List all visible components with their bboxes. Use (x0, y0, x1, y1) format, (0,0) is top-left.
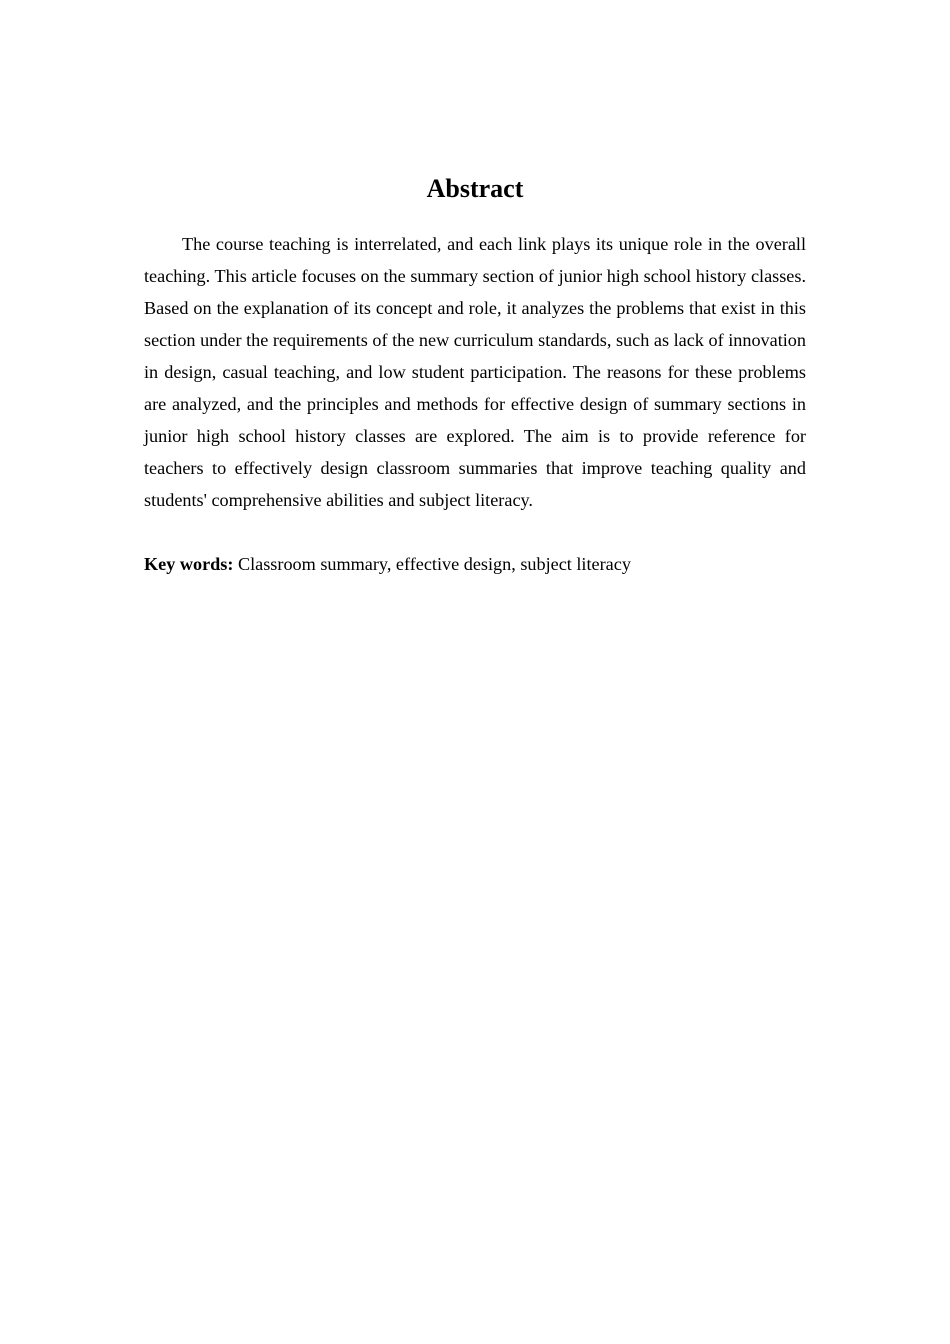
abstract-paragraph: The course teaching is interrelated, and each link plays its unique role in the overall teaching. This article focuses on the summary section of junior high school history classes. Based on the explanation of its concept and role, it analyzes the problems that exist in this section under the requirements of the new curriculum standards, such as lack of innovation in design, casual teaching, and low student participation. The reasons for these problems are analyzed, and the principles and methods for effective design of summary sections in junior high school history classes are explored. The aim is to provide reference for teachers to effectively design classroom summaries that improve teaching quality and students' comprehensive abilities and subject literacy. (144, 234, 806, 510)
keywords-label: Key words: (144, 554, 234, 574)
keywords-line (144, 548, 806, 580)
keywords-value: Classroom summary, effective design, subject literacy (237, 554, 631, 574)
abstract-title: Abstract (426, 174, 524, 203)
abstract-section (144, 170, 806, 580)
